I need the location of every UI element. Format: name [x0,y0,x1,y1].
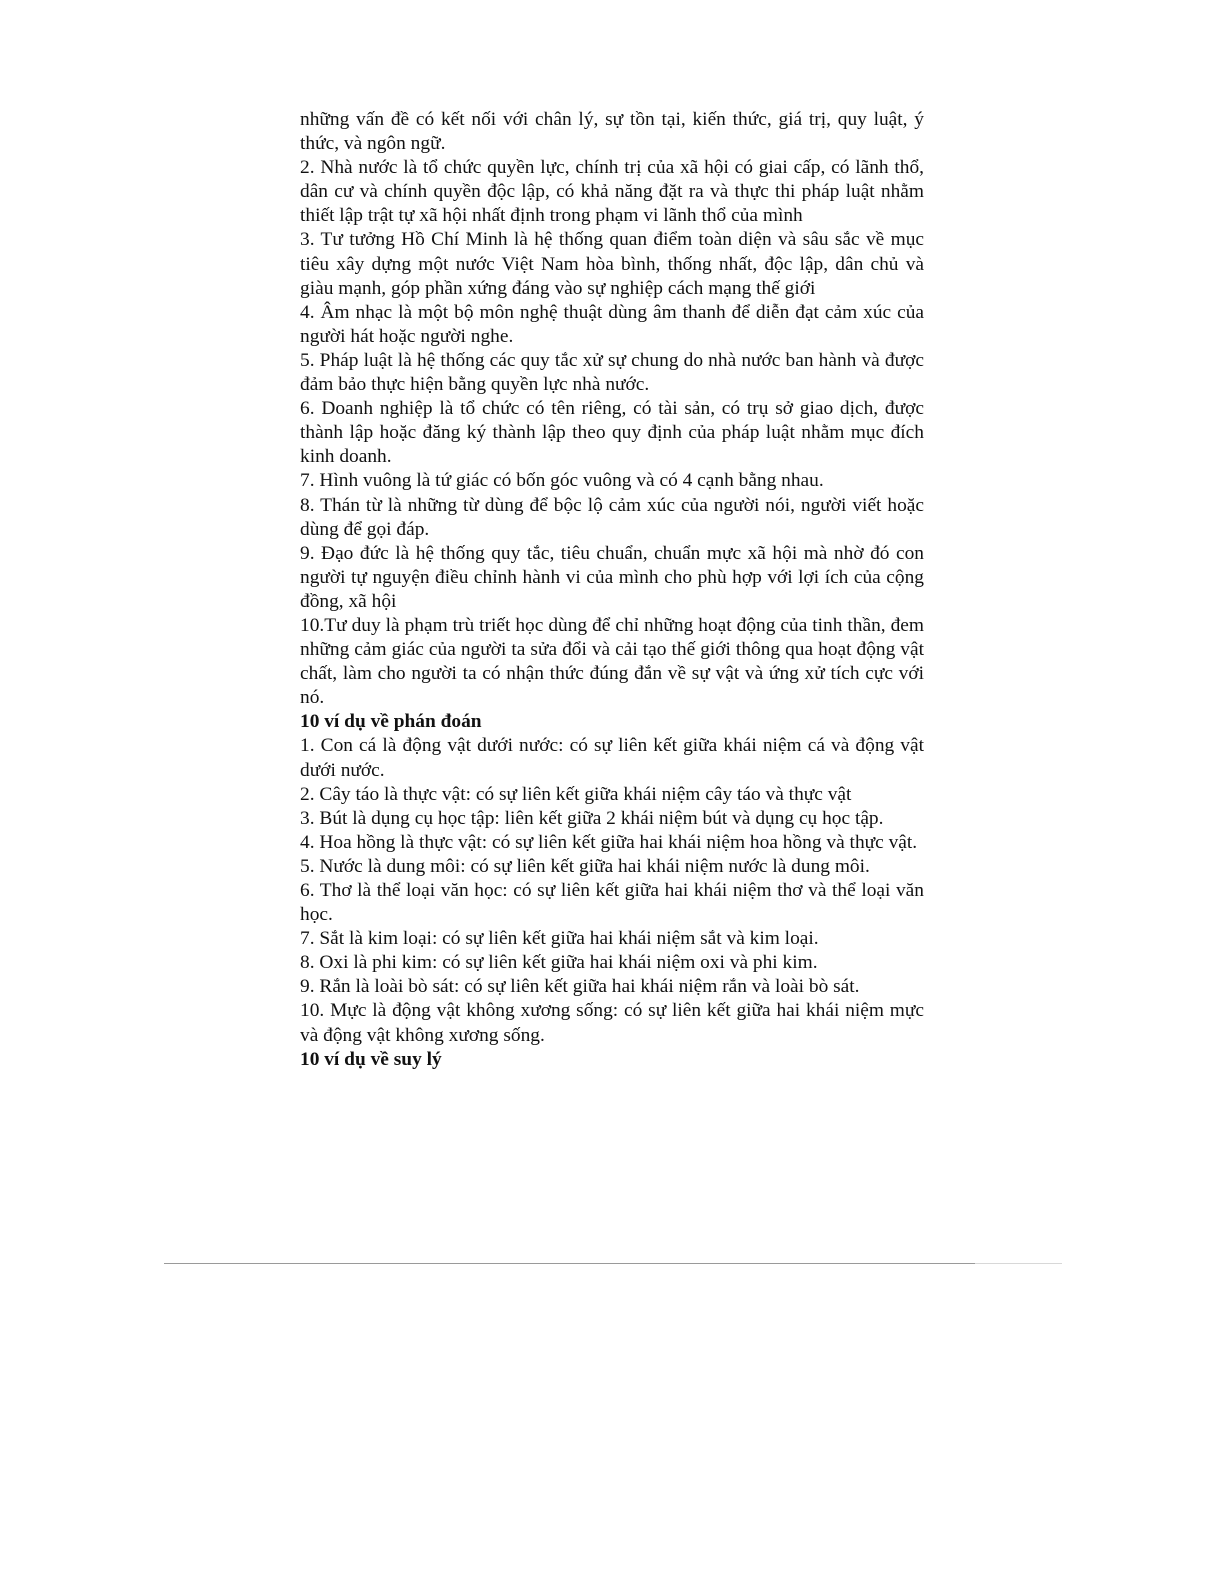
paragraph-definition-2: 2. Nhà nước là tổ chức quyền lực, chính trị của xã hội có giai cấp, có lãnh thổ, dân cư và chính quyền độc lập, có khả năng đặt ra và thực thi pháp luật nhằm thiết lập trật tự xã hội nhất định trong phạm vi lãnh thổ của mình [300,157,924,227]
heading-phan-doan: 10 ví dụ về phán đoán [300,711,482,733]
paragraph-definition-5: 5. Pháp luật là hệ thống các quy tắc xử sự chung do nhà nước ban hành và được đảm bảo thực hiện bằng quyền lực nhà nước. [300,349,924,396]
paragraph-definition-6: 6. Doanh nghiệp là tổ chức có tên riêng, có tài sản, có trụ sở giao dịch, được thành lập hoặc đăng ký thành lập theo quy định của pháp luật nhằm mục đích kinh doanh. [300,398,924,468]
paragraph-judgment-1: 1. Con cá là động vật dưới nước: có sự liên kết giữa khái niệm cá và động vật dưới nước. [300,735,924,781]
page-bottom-divider [164,1263,1062,1264]
paragraph-judgment-5: 5. Nước là dung môi: có sự liên kết giữa hai khái niệm nước là dung môi. [300,855,870,877]
page-bottom-divider-fade [975,1263,1062,1264]
paragraph-judgment-8: 8. Oxi là phi kim: có sự liên kết giữa hai khái niệm oxi và phi kim. [300,952,818,974]
paragraph-judgment-2: 2. Cây táo là thực vật: có sự liên kết giữa khái niệm cây táo và thực vật [300,783,852,805]
paragraph-definition-3: 3. Tư tưởng Hồ Chí Minh là hệ thống quan điểm toàn diện và sâu sắc về mục tiêu xây dựng một nước Việt Nam hòa bình, thống nhất, độc lập, dân chủ và giàu mạnh, góp phần xứng đáng vào sự nghiệp cách mạng thế giới [300,229,924,299]
paragraph-definition-4: 4. Âm nhạc là một bộ môn nghệ thuật dùng âm thanh để diễn đạt cảm xúc của người hát hoặc người nghe. [300,301,924,347]
paragraph-definition-9: 9. Đạo đức là hệ thống quy tắc, tiêu chuẩn, chuẩn mực xã hội mà nhờ đó con người tự nguyện điều chỉnh hành vi của mình cho phù hợp với lợi ích của cộng đồng, xã hội [300,542,924,612]
paragraph-intro-continuation: những vấn đề có kết nối với chân lý, sự tồn tại, kiến thức, giá trị, quy luật, ý thức, và ngôn ngữ. [300,109,924,155]
paragraph-definition-7: 7. Hình vuông là tứ giác có bốn góc vuông và có 4 cạnh bằng nhau. [300,470,824,492]
paragraph-judgment-7: 7. Sắt là kim loại: có sự liên kết giữa hai khái niệm sắt và kim loại. [300,928,819,950]
heading-suy-ly: 10 ví dụ về suy lý [300,1048,442,1070]
paragraph-judgment-9: 9. Rắn là loài bò sát: có sự liên kết giữa hai khái niệm rắn và loài bò sát. [300,976,860,998]
paragraph-judgment-6: 6. Thơ là thể loại văn học: có sự liên kết giữa hai khái niệm thơ và thể loại văn học. [300,880,924,926]
paragraph-judgment-4: 4. Hoa hồng là thực vật: có sự liên kết giữa hai khái niệm hoa hồng và thực vật. [300,831,918,853]
paragraph-definition-8: 8. Thán từ là những từ dùng để bộc lộ cảm xúc của người nói, người viết hoặc dùng để gọi đáp. [300,494,924,540]
document-body [300,108,924,1072]
paragraph-judgment-10: 10. Mực là động vật không xương sống: có sự liên kết giữa hai khái niệm mực và động vật không xương sống. [300,1000,924,1046]
paragraph-judgment-3: 3. Bút là dụng cụ học tập: liên kết giữa 2 khái niệm bút và dụng cụ học tập. [300,807,884,829]
paragraph-definition-10: 10.Tư duy là phạm trù triết học dùng để chỉ những hoạt động của tinh thần, đem những cảm giác của người ta sửa đổi và cải tạo thế giới thông qua hoạt động vật chất, làm cho người ta có nhận thức đúng đắn về sự vật và ứng xử tích cực với nó. [300,614,924,709]
